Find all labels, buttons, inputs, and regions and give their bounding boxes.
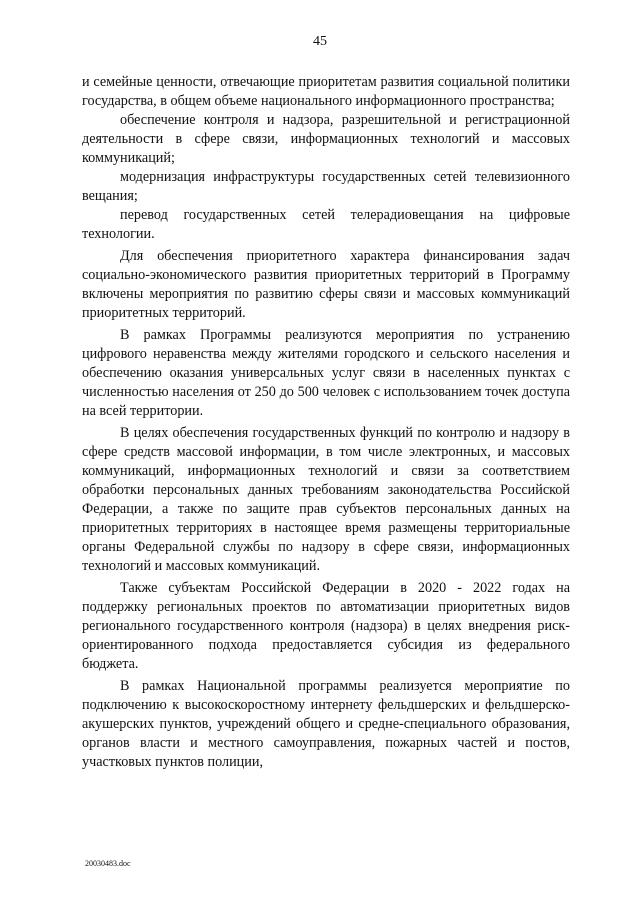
page-number: 45 [313,34,327,49]
paragraph: В рамках Программы реализуются мероприятия по устранению цифрового неравенства между жителями городского и сельского населения и обеспечению оказания универсальных услуг связи в населенных пунктах с численностью населения от 250 до 500 человек с использованием точек доступа на всей территории. [82,327,570,419]
paragraph: и семейные ценности, отвечающие приоритетам развития социальной политики государства, в общем объеме национального информационного пространства; [82,74,570,109]
paragraph: обеспечение контроля и надзора, разрешительной и регистрационной деятельности в сфере связи, информационных технологий и массовых коммуникаций; [82,112,570,166]
footer-filename: 20030483.doc [85,859,131,868]
paragraph: Для обеспечения приоритетного характера финансирования задач социально-экономического развития приоритетных территорий в Программу включены мероприятия по развитию сферы связи и массовых коммуникаций приоритетных территорий. [82,248,570,321]
paragraph: В рамках Национальной программы реализуется мероприятие по подключению к высокоскоростному интернету фельдшерских и фельдшерско-акушерских пунктов, учреждений общего и средне-специального образования, органов власти и местного самоуправления, пожарных частей и постов, участковых пунктов полиции, [82,678,570,770]
document-body [82,73,570,772]
paragraph: В целях обеспечения государственных функций по контролю и надзору в сфере средств массовой информации, в том числе электронных, и массовых коммуникаций, информационных технологий и связи за соответствием обработки персональных данных требованиям законодательства Российской Федерации, а также по защите прав субъектов персональных данных на приоритетных территориях в настоящее время размещены территориальные органы Федеральной службы по надзору в сфере связи, информационных технологий и массовых коммуникаций. [82,425,570,574]
paragraph: модернизация инфраструктуры государственных сетей телевизионного вещания; [82,169,570,204]
paragraph: Также субъектам Российской Федерации в 2020 - 2022 годах на поддержку региональных проектов по автоматизации приоритетных видов регионального государственного контроля (надзора) в целях внедрения риск-ориентированного подхода предоставляется субсидия из федерального бюджета. [82,580,570,672]
paragraph: перевод государственных сетей телерадиовещания на цифровые технологии. [82,207,570,242]
